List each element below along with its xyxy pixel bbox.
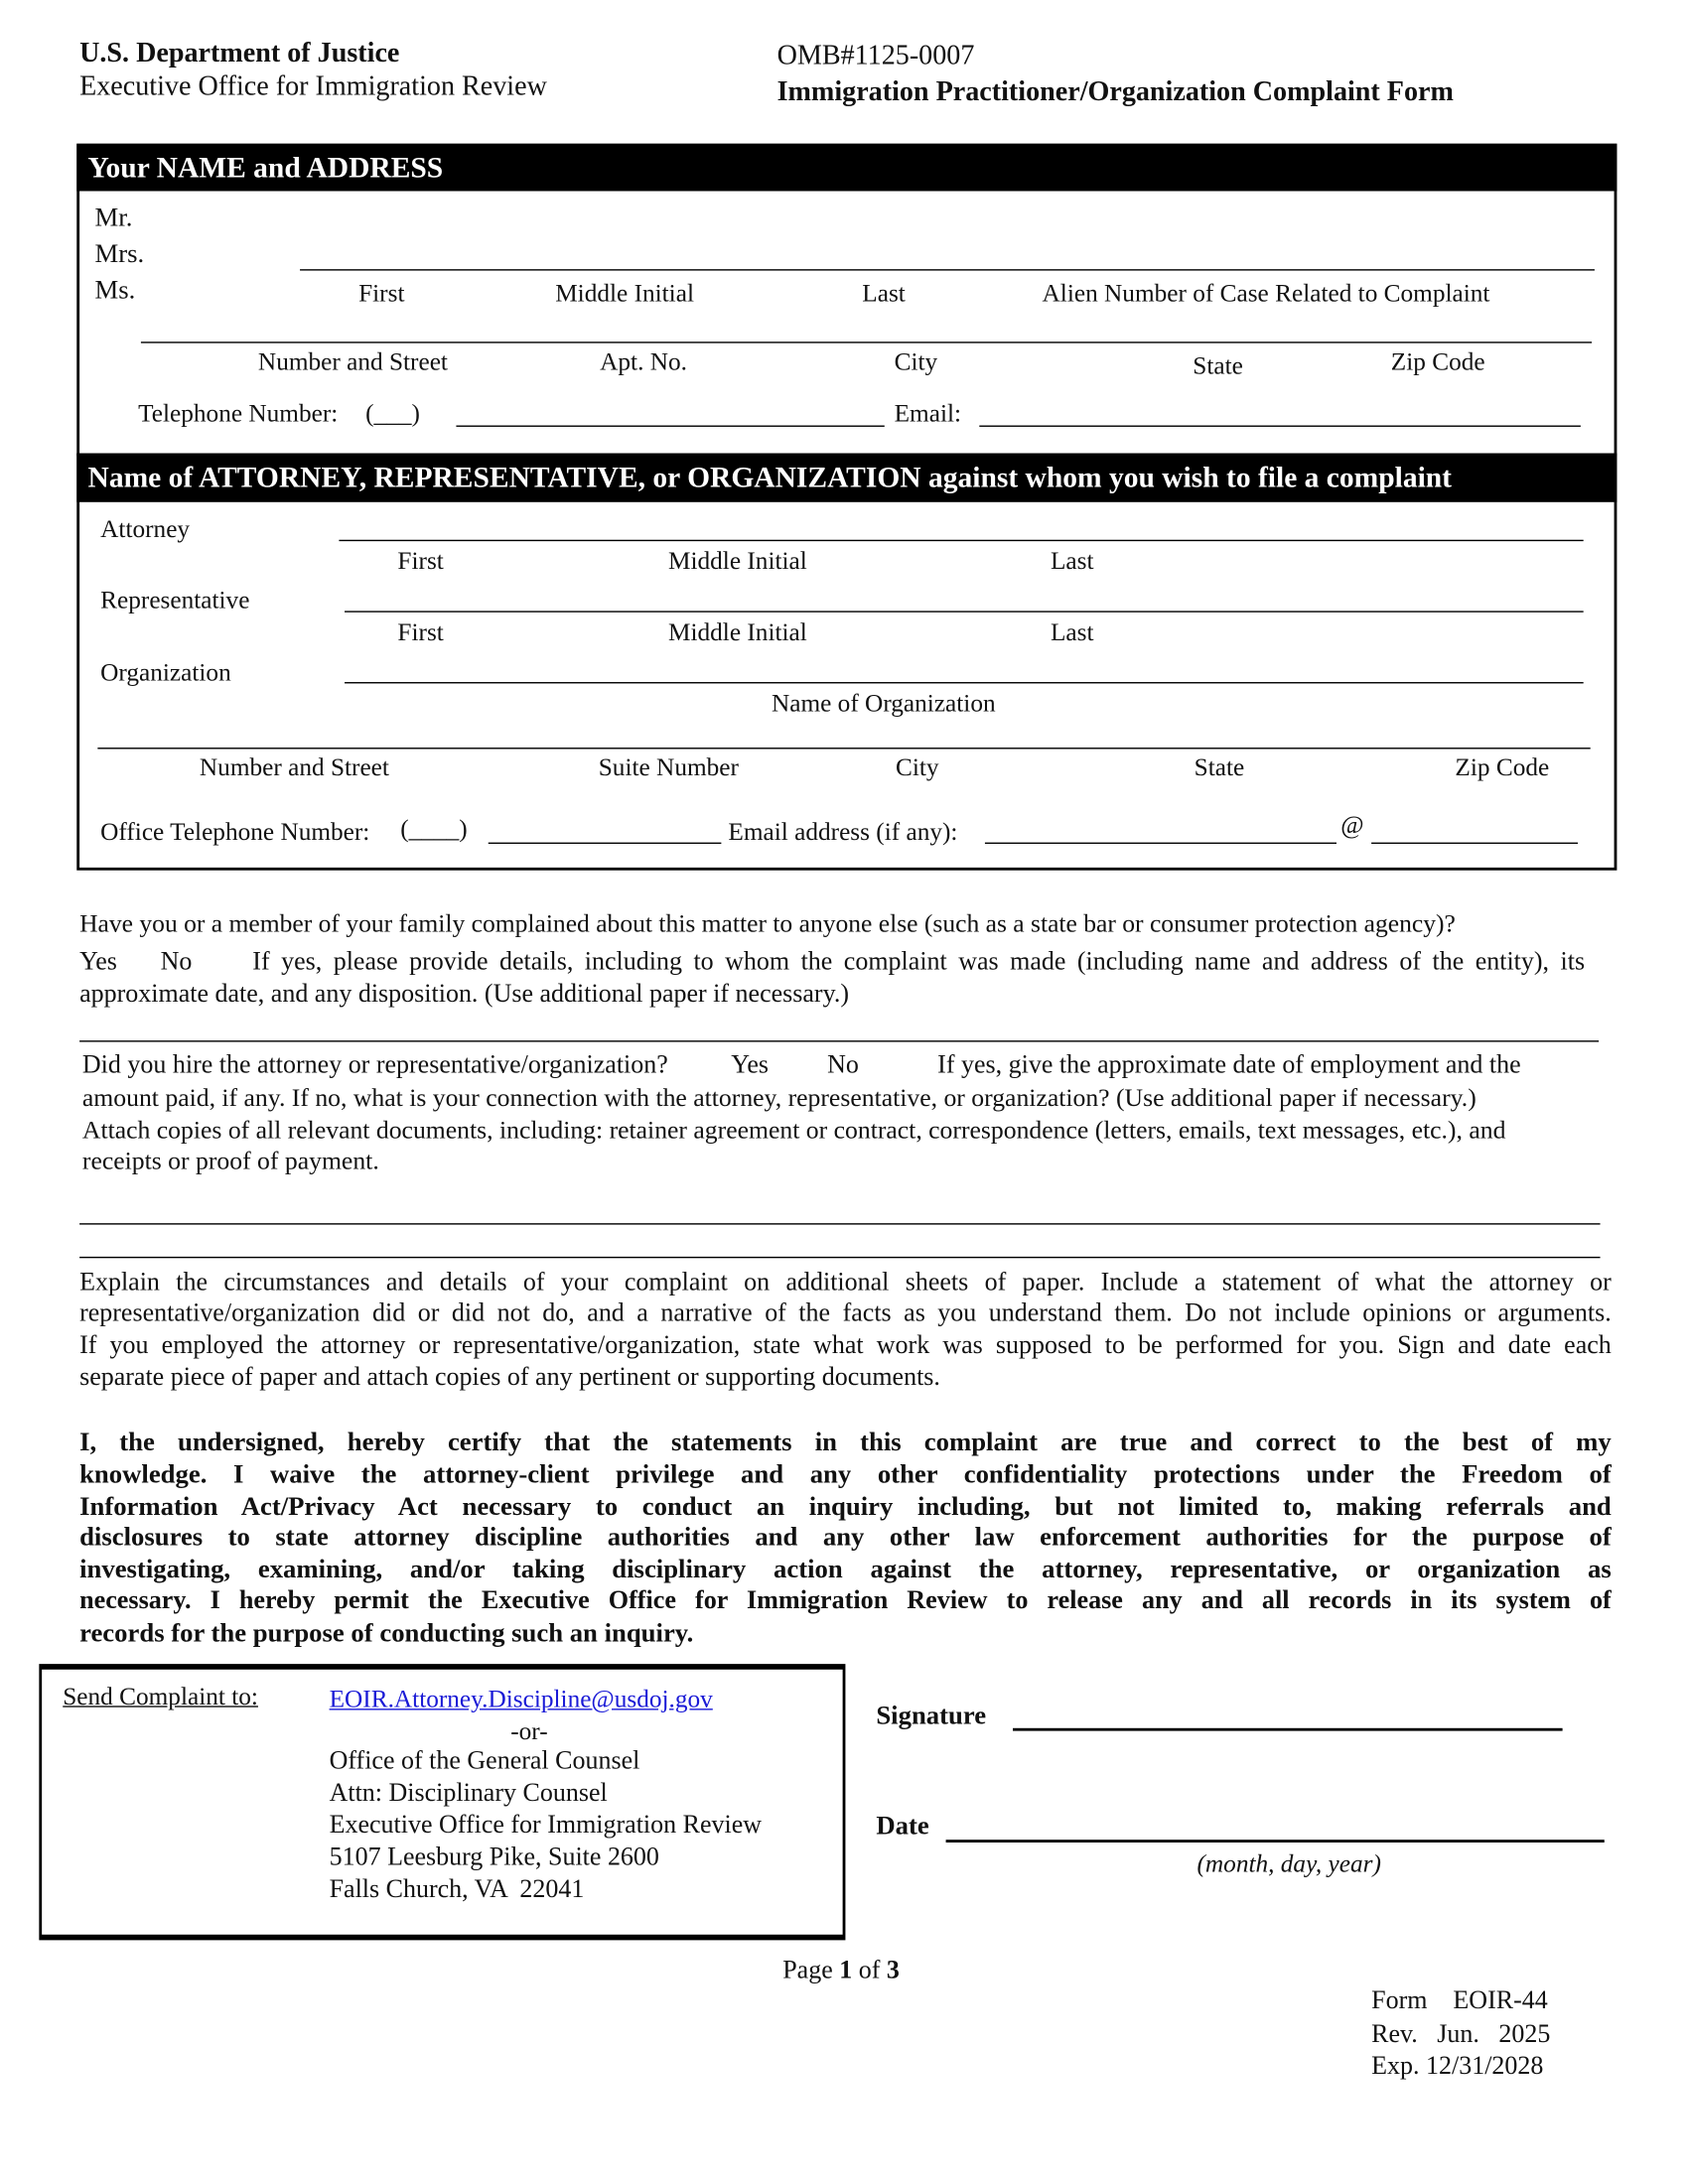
section-title-your-name: Your NAME and ADDRESS [76, 144, 1617, 192]
org-label-zip: Zip Code [1455, 752, 1550, 781]
page-current: 1 [839, 1957, 853, 1985]
certification-line: investigating, examining, and/or taking disciplinary action against the attorney, representative, or organization as [79, 1555, 1612, 1585]
expiration-date: Exp. 12/31/2028 [1371, 2053, 1544, 2082]
q1-yes-option[interactable]: Yes [79, 948, 117, 977]
q2-answer-line-1[interactable] [79, 1223, 1600, 1224]
salutation-mrs[interactable]: Mrs. [94, 239, 145, 270]
office-name: Executive Office for Immigration Review [79, 70, 547, 102]
discipline-email-link[interactable]: EOIR.Attorney.Discipline@usdoj.gov [329, 1685, 713, 1713]
org-label-state: State [1194, 752, 1245, 781]
send-complaint-label: Send Complaint to: [63, 1682, 258, 1710]
office-email-domain-input-line[interactable] [1371, 843, 1578, 844]
label-last: Last [862, 279, 906, 308]
page-indicator [782, 1959, 900, 1984]
label-number-street: Number and Street [257, 346, 448, 375]
attorney-section [76, 454, 1617, 871]
q1-detail-line: If yes, please provide details, including to whom the complaint was made (including name and address of the entity), its [252, 948, 1586, 977]
label-alien-number: Alien Number of Case Related to Complaint [1042, 279, 1490, 308]
mail-address-line: Attn: Disciplinary Counsel [329, 1779, 608, 1808]
q2-detail-first: If yes, give the approximate date of employment and the [937, 1051, 1521, 1080]
section-title-attorney: Name of ATTORNEY, REPRESENTATIVE, or ORGANIZATION against whom you wish to file a complaint [76, 454, 1617, 502]
representative-name-input-line[interactable] [345, 611, 1584, 612]
certification-line: records for the purpose of conducting such an inquiry. [79, 1619, 694, 1649]
your-name-input-line[interactable] [300, 269, 1595, 270]
q2-answer-line-2[interactable] [79, 1257, 1600, 1258]
rep-label-first: First [397, 617, 444, 646]
label-city: City [894, 346, 938, 375]
explain-line: If you employed the attorney or representative/organization, state what work was supposed to be performed for you. Sign and date each [79, 1331, 1612, 1360]
certification-line: disclosures to state attorney discipline authorities and any other law enforcement authorities for the purpose of [79, 1523, 1612, 1553]
q1-detail-line: approximate date, and any disposition. (Use additional paper if necessary.) [79, 980, 850, 1009]
mail-address-line: 5107 Leesburg Pike, Suite 2600 [329, 1843, 659, 1872]
q2-yes-option[interactable]: Yes [731, 1051, 770, 1080]
date-input-line[interactable] [946, 1840, 1605, 1843]
label-state: State [1193, 351, 1243, 380]
mail-address-line: Office of the General Counsel [329, 1747, 640, 1776]
telephone-input-line[interactable] [456, 426, 884, 427]
q2-no-option[interactable]: No [827, 1051, 859, 1080]
attorney-label-first: First [397, 546, 444, 575]
area-code-field[interactable]: (___) [365, 398, 420, 427]
form-title: Immigration Practitioner/Organization Complaint Form [776, 76, 1454, 108]
organization-name-input-line[interactable] [345, 682, 1584, 683]
certification-line: necessary. I hereby permit the Executive Office for Immigration Review to release any and all records in its system of [79, 1585, 1612, 1615]
label-organization-name: Name of Organization [771, 689, 996, 718]
office-area-code-field[interactable]: (____) [400, 814, 468, 843]
label-apt-no: Apt. No. [600, 346, 687, 375]
q2-detail-line: amount paid, if any. If no, what is your connection with the attorney, representative, or organization? (Use additional paper if necessary.) [81, 1083, 1477, 1112]
or-separator: -or- [510, 1716, 548, 1745]
certification-line: Information Act/Privacy Act necessary to conduct an inquiry including, but not limited to, making referrals and [79, 1492, 1612, 1522]
org-address-input-line[interactable] [97, 748, 1590, 749]
mail-address-line: Executive Office for Immigration Review [329, 1812, 763, 1841]
q2-detail-line: receipts or proof of payment. [81, 1146, 379, 1175]
q1-no-option[interactable]: No [160, 948, 193, 977]
at-sign: @ [1340, 810, 1364, 839]
rep-label-middle: Middle Initial [667, 617, 807, 646]
q2-detail-line: Attach copies of all relevant documents, including: retainer agreement or contract, correspondence (letters, emails, text messages, etc.), and [81, 1116, 1506, 1145]
explain-line: separate piece of paper and attach copies of any pertinent or supporting documents. [79, 1364, 940, 1393]
question-prior-complaint: Have you or a member of your family complained about this matter to anyone else (such as a state bar or consumer protection agency)? [79, 909, 1456, 938]
label-middle-initial: Middle Initial [555, 279, 694, 308]
signature-input-line[interactable] [1013, 1728, 1563, 1731]
attorney-label-last: Last [1050, 546, 1094, 575]
date-format-hint: (month, day, year) [1196, 1849, 1381, 1878]
label-zip: Zip Code [1390, 346, 1485, 375]
office-email-user-input-line[interactable] [985, 843, 1336, 844]
attorney-name-input-line[interactable] [339, 540, 1583, 541]
mail-address-line: Falls Church, VA 22041 [329, 1875, 585, 1904]
agency-name: U.S. Department of Justice [79, 37, 400, 68]
certification-line: knowledge. I waive the attorney-client privilege and any other confidentiality protections under the Freedom of [79, 1460, 1612, 1490]
form-number: Form EOIR-44 [1371, 1987, 1548, 2016]
label-organization: Organization [100, 658, 231, 687]
label-email: Email: [894, 398, 962, 427]
attorney-label-middle: Middle Initial [667, 546, 807, 575]
org-label-city: City [896, 752, 939, 781]
email-input-line[interactable] [979, 426, 1581, 427]
date-label: Date [876, 1812, 929, 1842]
your-address-input-line[interactable] [141, 341, 1592, 342]
page-of: of [858, 1957, 881, 1985]
explain-line: representative/organization did or did not do, and a narrative of the facts as you understand them. Do not include opinions or arguments. [79, 1299, 1612, 1328]
label-first: First [358, 279, 405, 308]
org-label-number-street: Number and Street [199, 752, 389, 781]
question-hire: Did you hire the attorney or representative/organization? [81, 1051, 668, 1080]
omb-number: OMB#1125-0007 [776, 40, 975, 71]
certification-line: I, the undersigned, hereby certify that the statements in this complaint are true and correct to the best of my [79, 1428, 1612, 1458]
label-office-telephone: Office Telephone Number: [100, 817, 370, 846]
label-office-email: Email address (if any): [728, 817, 958, 846]
revision-date: Rev. Jun. 2025 [1371, 2020, 1551, 2049]
rep-label-last: Last [1050, 617, 1094, 646]
salutation-ms[interactable]: Ms. [94, 276, 136, 306]
label-representative: Representative [100, 586, 250, 614]
org-label-suite: Suite Number [598, 752, 739, 781]
page-total: 3 [886, 1957, 900, 1985]
signature-label: Signature [876, 1702, 987, 1731]
salutation-mr[interactable]: Mr. [94, 204, 133, 233]
explain-line: Explain the circumstances and details of your complaint on additional sheets of paper. Include a statement of what the attorney or [79, 1269, 1612, 1297]
label-telephone: Telephone Number: [138, 398, 339, 427]
page-prefix: Page [782, 1957, 833, 1985]
q1-answer-line[interactable] [79, 1040, 1599, 1041]
label-attorney: Attorney [100, 514, 191, 543]
office-telephone-input-line[interactable] [489, 843, 722, 844]
